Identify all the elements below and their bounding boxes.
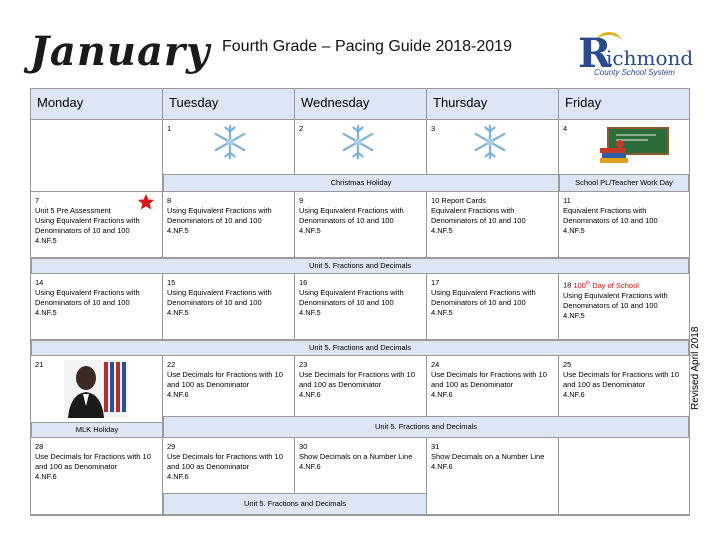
week5-friday-cell [559,438,689,515]
standard-code: 4.NF.6 [35,472,57,481]
standard-code: 4.NF.5 [563,226,585,235]
standard-code: 4.NF.5 [167,226,189,235]
week3-tuesday-cell [163,274,295,340]
date-number: 30 [299,442,308,451]
date-number: 8 [167,196,172,205]
header-tuesday: Tuesday [163,89,295,120]
snowflake-icon [472,124,508,160]
date-number: 10 Report Cards [431,196,487,205]
lesson-text: Using Equivalent Fractions with Denominators of 10 and 100 [167,288,272,307]
week4-tuesday-cell [163,356,295,416]
date-number: 18 [563,280,572,290]
standard-code: 4.NF.5 [167,308,189,317]
revised-note: Revised April 2018 [690,326,701,410]
header-thursday: Thursday [427,89,559,120]
lesson-text: Use Decimals for Fractions with 10 and 100 as Denominator [167,370,283,389]
date-number: 25 [563,360,572,369]
snowflake-icon [340,124,376,160]
week2-wednesday-cell [295,192,427,258]
star-icon [137,193,155,211]
standard-code: 4.NF.6 [167,390,189,399]
standard-code: 4.NF.5 [563,310,585,320]
date-number: 29 [167,442,176,451]
date-number: 22 [167,360,176,369]
snowflake-icon [212,124,248,160]
date-number: 24 [431,360,440,369]
date-number: 28 [35,442,44,451]
page-title: Fourth Grade – Pacing Guide 2018-2019 [222,38,512,55]
lesson-text: Use Decimals for Fractions with 10 and 100 as Denominator [35,452,151,471]
standard-code: 4.NF.6 [431,390,453,399]
unit-band: Unit 5. Fractions and Decimals [163,493,427,515]
lesson-text: Use Decimals for Fractions with 10 and 100 as Denominator [431,370,547,389]
lesson-text: Equivalent Fractions with Denominators of 10 and 100 [431,206,526,225]
district-logo [576,30,696,84]
lesson-text: Equivalent Fractions with Denominators of 10 and 100 [563,206,658,225]
date-number: 15 [167,278,176,287]
lesson-text: Using Equivalent Fractions with Denominators of 10 and 100 [431,288,536,307]
lesson-text: Using Equivalent Fractions with Denominators of 10 and 100 [299,288,404,307]
week3-monday-cell [31,274,163,340]
date-number: 23 [299,360,308,369]
week2-thursday-cell [427,192,559,258]
special-day-label: 100th Day of School [573,280,639,290]
date-number: 17 [431,278,440,287]
date-number: 21 [35,360,44,369]
standard-code: 4.NF.5 [299,226,321,235]
lesson-text: Unit 5 Pre Assessment [35,206,111,215]
lesson-text: Show Decimals on a Number Line [431,452,545,461]
week5-monday-cell [31,438,163,515]
unit-band: Unit 5. Fractions and Decimals [163,416,689,438]
standard-code: 4.NF.5 [35,236,57,245]
lesson-text: Show Decimals on a Number Line [299,452,413,461]
header-friday: Friday [559,89,689,120]
holiday-band: Christmas Holiday [163,174,559,192]
week3-wednesday-cell [295,274,427,340]
week3-friday-cell [559,274,689,340]
standard-code: 4.NF.6 [299,390,321,399]
header-monday: Monday [31,89,163,120]
lesson-text: Use Decimals for Fractions with 10 and 100 as Denominator [167,452,283,471]
lesson-text: Use Decimals for Fractions with 10 and 100 as Denominator [299,370,415,389]
standard-code: 4.NF.6 [431,462,453,471]
date-number: 11 [563,196,571,205]
standard-code: 4.NF.6 [563,390,585,399]
mlk-holiday-label: MLK Holiday [31,422,163,438]
header-wednesday: Wednesday [295,89,427,120]
lesson-text: Use Decimals for Fractions with 10 and 100 as Denominator [563,370,679,389]
lesson-text: Using Equivalent Fractions with Denominators of 10 and 100 [563,290,668,310]
date-number: 7 [35,196,40,205]
week2-tuesday-cell [163,192,295,258]
week3-thursday-cell [427,274,559,340]
standard-code: 4.NF.6 [299,462,321,471]
lesson-text: Using Equivalent Fractions with Denominators of 10 and 100 [167,206,272,225]
standard-code: 4.NF.5 [299,308,321,317]
standard-code: 4.NF.5 [431,308,453,317]
date-number: 2 [299,124,304,133]
logo-tagline: County School System [594,68,675,77]
lesson-text: Using Equivalent Fractions with Denominators of 10 and 100 [35,216,140,235]
date-line [563,278,685,291]
week2-friday-cell [559,192,689,258]
date-number: 1 [167,124,172,133]
date-number: 4 [563,124,568,133]
week4-wednesday-cell [295,356,427,416]
week4-thursday-cell [427,356,559,416]
date-number: 9 [299,196,304,205]
unit-band: Unit 5. Fractions and Decimals [31,258,689,274]
lesson-text: Using Equivalent Fractions with Denominators of 10 and 100 [299,206,404,225]
standard-code: 4.NF.5 [431,226,453,235]
chalkboard-books-icon [598,126,672,168]
month-title: January [30,28,211,75]
lesson-text: Using Equivalent Fractions with Denominators of 10 and 100 [35,288,140,307]
date-number: 16 [299,278,308,287]
logo-name: ichmond [606,46,694,70]
mlk-portrait-icon [64,360,128,418]
date-number: 3 [431,124,436,133]
standard-code: 4.NF.6 [167,472,189,481]
week5-wednesday-cell [295,438,427,493]
week5-tuesday-cell [163,438,295,493]
unit-band: Unit 5. Fractions and Decimals [31,340,689,356]
standard-code: 4.NF.5 [35,308,57,317]
date-number: 14 [35,278,44,287]
week4-friday-cell [559,356,689,416]
pl-day-band: School PL/Teacher Work Day [559,174,689,192]
week5-thursday-cell [427,438,559,515]
date-number: 31 [431,442,440,451]
week1-monday-cell [31,120,163,192]
logo-letter: R [578,30,612,77]
